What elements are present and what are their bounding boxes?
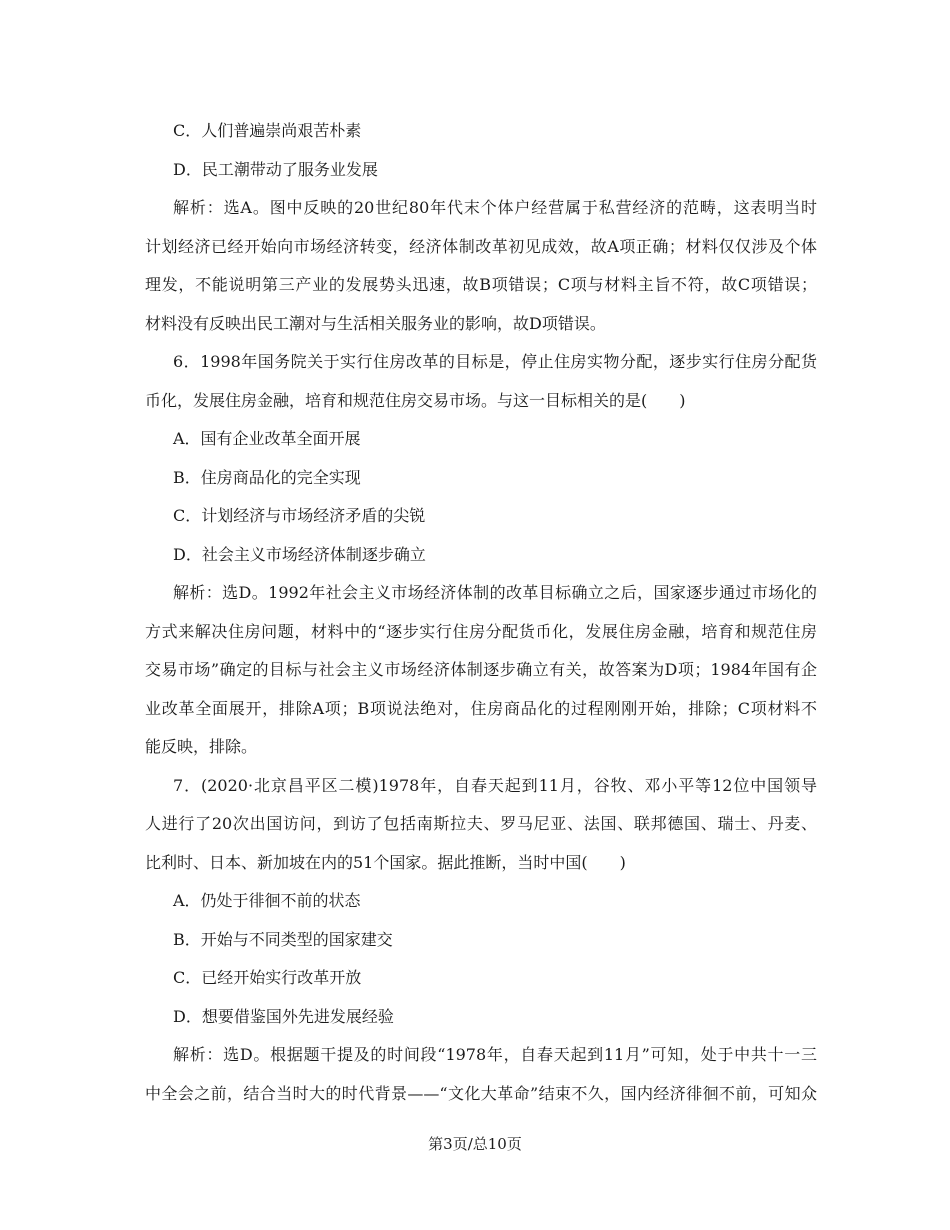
q6-stem-line: 币化，发展住房金融，培育和规范住房交易市场。与这一目标相关的是( ) bbox=[145, 390, 686, 410]
q6-analysis-line: 方式来解决住房问题，材料中的“逐步实行住房分配货币化，发展住房金融，培育和规范住房 bbox=[145, 621, 817, 641]
q7-stem-line: 7．(2020·北京昌平区二模)1978年，自春天起到11月，谷牧、邓小平等12位中国领导 bbox=[173, 775, 817, 795]
q6-analysis-line: 能反映，排除。 bbox=[145, 737, 258, 756]
q6-option-c: C．计划经济与市场经济矛盾的尖锐 bbox=[173, 506, 426, 525]
q5-option-d: D．民工潮带动了服务业发展 bbox=[173, 159, 378, 179]
q5-analysis-line: 计划经济已经开始向市场经济转变，经济体制改革初见成效，故A项正确；材料仅仅涉及个体 bbox=[145, 236, 817, 256]
document-body bbox=[145, 112, 817, 1113]
q5-analysis-line: 解析：选A。图中反映的20世纪80年代末个体户经营属于私营经济的范畴，这表明当时 bbox=[173, 198, 817, 217]
q6-option-b: B．住房商品化的完全实现 bbox=[173, 467, 361, 487]
q6-analysis-line: 解析：选D。1992年社会主义市场经济体制的改革目标确立之后，国家逐步通过市场化的 bbox=[173, 583, 817, 602]
page-number-footer: 第3页/总10页 bbox=[428, 1135, 522, 1153]
q6-stem-line: 6．1998年国务院关于实行住房改革的目标是，停止住房实物分配，逐步实行住房分配货 bbox=[173, 352, 817, 371]
q6-option-a: A．国有企业改革全面开展 bbox=[173, 429, 361, 448]
q7-option-c: C．已经开始实行改革开放 bbox=[173, 968, 362, 987]
q7-stem-line: 比利时、日本、新加坡在内的51个国家。据此推断，当时中国( ) bbox=[145, 852, 626, 872]
q6-analysis-line: 业改革全面展开，排除A项；B项说法绝对，住房商品化的过程刚刚开始，排除；C项材料不 bbox=[145, 698, 817, 718]
q5-option-c: C．人们普遍崇尚艰苦朴素 bbox=[173, 121, 362, 140]
q7-option-b: B．开始与不同类型的国家建交 bbox=[173, 929, 393, 949]
q5-analysis-line: 材料没有反映出民工潮对与生活相关服务业的影响，故D项错误。 bbox=[145, 313, 606, 333]
q5-analysis-line: 理发，不能说明第三产业的发展势头迅速，故B项错误；C项与材料主旨不符，故C项错误； bbox=[145, 275, 817, 294]
q7-option-d: D．想要借鉴国外先进发展经验 bbox=[173, 1006, 394, 1026]
q6-option-d: D．社会主义市场经济体制逐步确立 bbox=[173, 544, 426, 564]
q7-stem-line: 人进行了20次出国访问，到访了包括南斯拉夫、罗马尼亚、法国、联邦德国、瑞士、丹麦、 bbox=[145, 814, 817, 833]
q7-analysis-line: 中全会之前，结合当时大的时代背景——“文化大革命”结束不久，国内经济徘徊不前，可知众 bbox=[145, 1083, 817, 1103]
q7-option-a: A．仍处于徘徊不前的状态 bbox=[173, 891, 361, 910]
q7-analysis-line: 解析：选D。根据题干提及的时间段“1978年，自春天起到11月”可知，处于中共十一三 bbox=[173, 1045, 817, 1064]
q6-analysis-line: 交易市场”确定的目标与社会主义市场经济体制逐步确立有关，故答案为D项；1984年国有企 bbox=[145, 660, 817, 679]
